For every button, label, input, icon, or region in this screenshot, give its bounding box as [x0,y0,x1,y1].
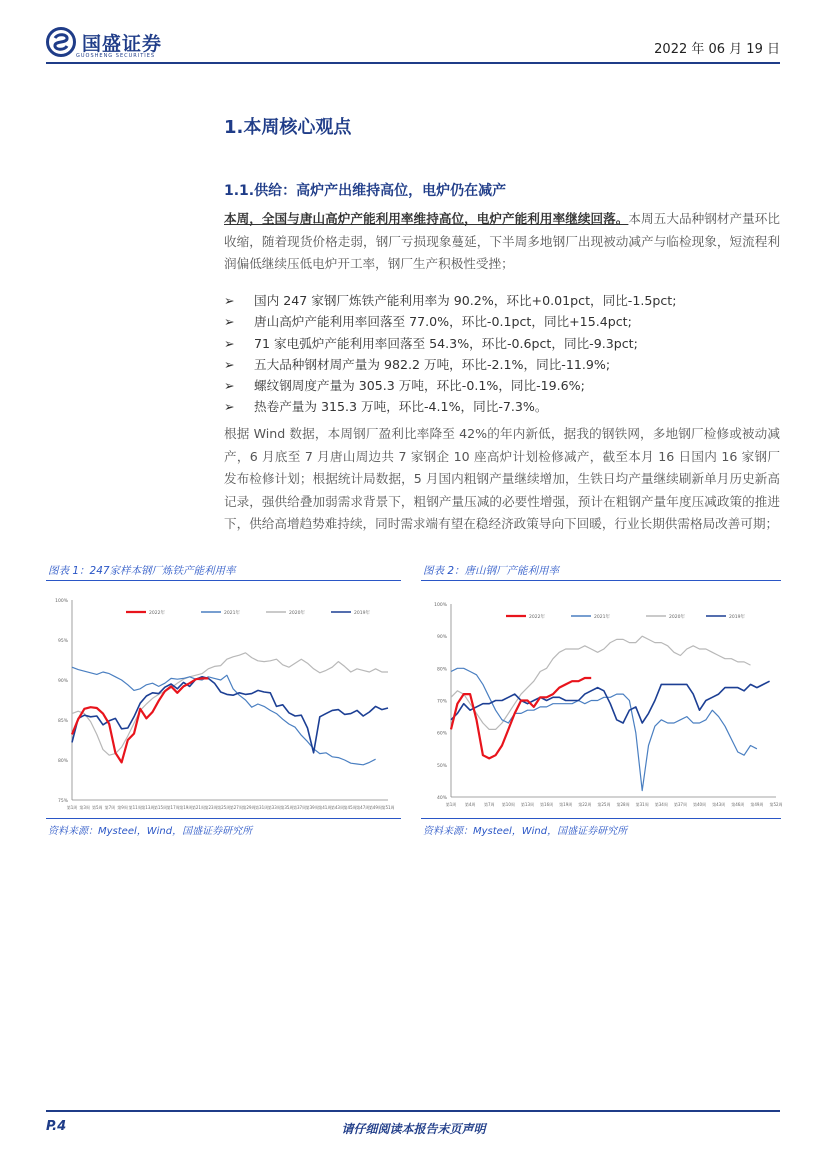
x-tick-label: 第19周 [559,802,573,807]
company-name: 国盛证券 [82,32,163,55]
x-tick-label: 第13周 [141,805,155,810]
bullet-arrow-icon: ➢ [224,314,235,330]
x-tick-label: 第11周 [128,805,142,810]
x-tick-label: 第37周 [292,805,307,810]
x-tick-label: 第4周 [464,802,476,807]
analysis-paragraph: 根据 Wind 数据，本周钢厂盈利比率降至 42%的年内新低，据我的钢铁网，多地钢厂检修或被动减产，6 月底至 7 月唐山周边共 7 家钢企 10 座高炉计划检修减产，截至本月 16 日国内 16 家钢厂发布检修计划；根据统计局数据，5 月国内粗钢产量继续增加，生铁日均产量继续刷新单月历史新高记录，强供给叠加弱需求背景下，粗钢产量压减的必要性增强，预计在粗钢产量年度压减政策的推进下，供给高增趋势难持续，同时需求端有望在稳经济政策导向下回暖，行业长期供需格局改善可期； [224,426,780,531]
x-tick-label: 第3周 [79,805,90,810]
x-tick-label: 第52周 [769,802,783,807]
intro-text: 本周五大品种钢材产量环比收缩，随着现货价格走弱，钢厂亏损现象蔓延，下半周多地钢厂出现被动减产与临检现象，短流程利润偏低继续压低电炉开工率，钢厂生产积极性受挫； [224,211,781,271]
x-tick-label: 第49周 [368,805,382,810]
x-tick-label: 第27周 [229,805,243,810]
figure-1-caption: 图表 1：247家样本钢厂炼铁产能利用率 [48,565,236,577]
legend-label: 2022年 [529,615,545,620]
y-tick-label: 70% [436,699,447,705]
logo-icon [46,27,76,57]
bullet-arrow-icon: ➢ [224,399,235,415]
company-name-en: GUOSHENG SECURITIES [76,53,156,59]
x-tick-label: 第1周 [445,802,457,807]
legend-label: 2020年 [669,615,685,620]
footer-divider [46,1110,780,1112]
x-tick-label: 第34周 [654,802,668,807]
series-line-2021年 [451,668,757,790]
list-item: ➢ 国内 247 家钢厂炼铁产能利用率为 90.2%，环比+0.01pct，同比-1.5pct; [224,290,780,311]
y-tick-label: 80% [57,759,68,764]
list-item: ➢ 热卷产量为 315.3 万吨，环比-4.1%，同比-7.3%。 [224,396,780,417]
x-tick-label: 第23周 [204,805,218,810]
intro-lead: 本周，全国与唐山高炉产能利用率维持高位，电炉产能利用率继续回落。 [224,211,629,226]
y-tick-label: 95% [57,639,68,644]
y-tick-label: 90% [436,635,447,641]
y-tick-label: 60% [436,731,447,737]
x-tick-label: 第15周 [153,805,168,810]
x-tick-label: 第47周 [356,805,370,810]
x-tick-label: 第33周 [267,805,281,810]
series-line-2021年 [72,667,376,765]
chart-1-svg [46,590,396,815]
x-tick-label: 第25周 [597,802,611,807]
list-item: ➢ 唐山高炉产能利用率回落至 77.0%，环比-0.1pct，同比+15.4pct; [224,311,780,332]
figure-2-source: 资料来源：Mysteel，Wind，国盛证券研究所 [423,826,628,837]
bullet-arrow-icon: ➢ [224,356,235,372]
y-tick-label: 80% [436,667,447,673]
header-divider [46,62,780,64]
x-tick-label: 第35周 [280,805,294,810]
figure-2-top-rule [421,580,781,581]
legend-label: 2022年 [149,611,165,616]
report-date: 2022 年 06 月 19 日 [654,42,780,57]
bullet-arrow-icon: ➢ [224,378,235,394]
x-tick-label: 第29周 [242,805,256,810]
x-tick-label: 第7周 [104,805,116,810]
key-data-list [224,290,780,418]
x-tick-label: 第43周 [712,802,726,807]
section-title: 1.本周核心观点 [224,117,352,138]
legend-label: 2019年 [354,611,370,616]
x-tick-label: 第45周 [343,805,357,810]
x-tick-label: 第51周 [381,805,395,810]
intro-paragraph [224,208,780,276]
x-tick-label: 第49周 [750,802,764,807]
x-tick-label: 第9周 [117,805,128,810]
bullet-arrow-icon: ➢ [224,293,235,308]
x-tick-label: 第39周 [305,805,319,810]
y-tick-label: 100% [434,603,447,608]
legend-label: 2021年 [224,611,240,616]
figure-2-caption: 图表 2：唐山钢厂产能利用率 [423,565,560,577]
legend-label: 2020年 [289,611,305,616]
series-line-2020年 [451,636,751,729]
y-tick-label: 50% [436,763,447,769]
disclaimer-note: 请仔细阅读本报告末页声明 [341,1122,486,1136]
x-tick-label: 第1周 [66,805,78,810]
y-tick-label: 100% [55,599,68,604]
figure-1-chart [46,590,396,815]
x-tick-label: 第43周 [330,805,344,810]
list-item: ➢ 螺纹钢周度产量为 305.3 万吨，环比-0.1%，同比-19.6%; [224,375,780,396]
x-tick-label: 第5周 [92,805,103,810]
figure-2-bottom-rule [421,818,781,819]
chart-2-svg [421,590,781,815]
figure-2-chart [421,590,781,815]
x-tick-label: 第7周 [483,802,495,807]
x-tick-label: 第19周 [179,805,193,810]
page-header [0,0,827,72]
series-line-2019年 [72,677,388,753]
x-tick-label: 第17周 [166,805,180,810]
bullet-arrow-icon: ➢ [224,335,235,351]
y-tick-label: 75% [57,799,68,804]
legend-label: 2019年 [729,615,745,620]
y-tick-label: 85% [57,719,68,724]
list-item: ➢ 五大品种钢材周产量为 982.2 万吨，环比-2.1%，同比-11.9%; [224,354,780,375]
x-tick-label: 第40周 [692,802,707,807]
series-line-2020年 [72,653,388,755]
legend-label: 2021年 [594,615,610,620]
x-tick-label: 第21周 [191,805,205,810]
series-line-2019年 [451,681,770,723]
x-tick-label: 第25周 [217,805,231,810]
page-number: P.4 [46,1119,67,1134]
y-tick-label: 40% [436,796,447,801]
x-tick-label: 第13周 [520,802,535,807]
x-tick-label: 第28周 [616,802,630,807]
series-line-2022年 [72,678,208,762]
x-tick-label: 第31周 [635,802,649,807]
x-tick-label: 第37周 [673,802,687,807]
figure-1-top-rule [46,580,401,581]
x-tick-label: 第41周 [318,805,332,810]
subsection-title: 1.1.供给：高炉产出维持高位，电炉仍在减产 [224,183,507,199]
x-tick-label: 第46周 [731,802,745,807]
x-tick-label: 第10周 [501,802,515,807]
x-tick-label: 第16周 [540,802,554,807]
figure-1-source: 资料来源：Mysteel，Wind，国盛证券研究所 [48,826,253,837]
y-tick-label: 90% [57,679,68,684]
x-tick-label: 第22周 [578,802,592,807]
x-tick-label: 第31周 [255,805,269,810]
series-line-2022年 [451,678,591,758]
list-item: ➢ 71 家电弧炉产能利用率回落至 54.3%，环比-0.6pct，同比-9.3pct; [224,333,780,354]
figure-1-bottom-rule [46,818,401,819]
